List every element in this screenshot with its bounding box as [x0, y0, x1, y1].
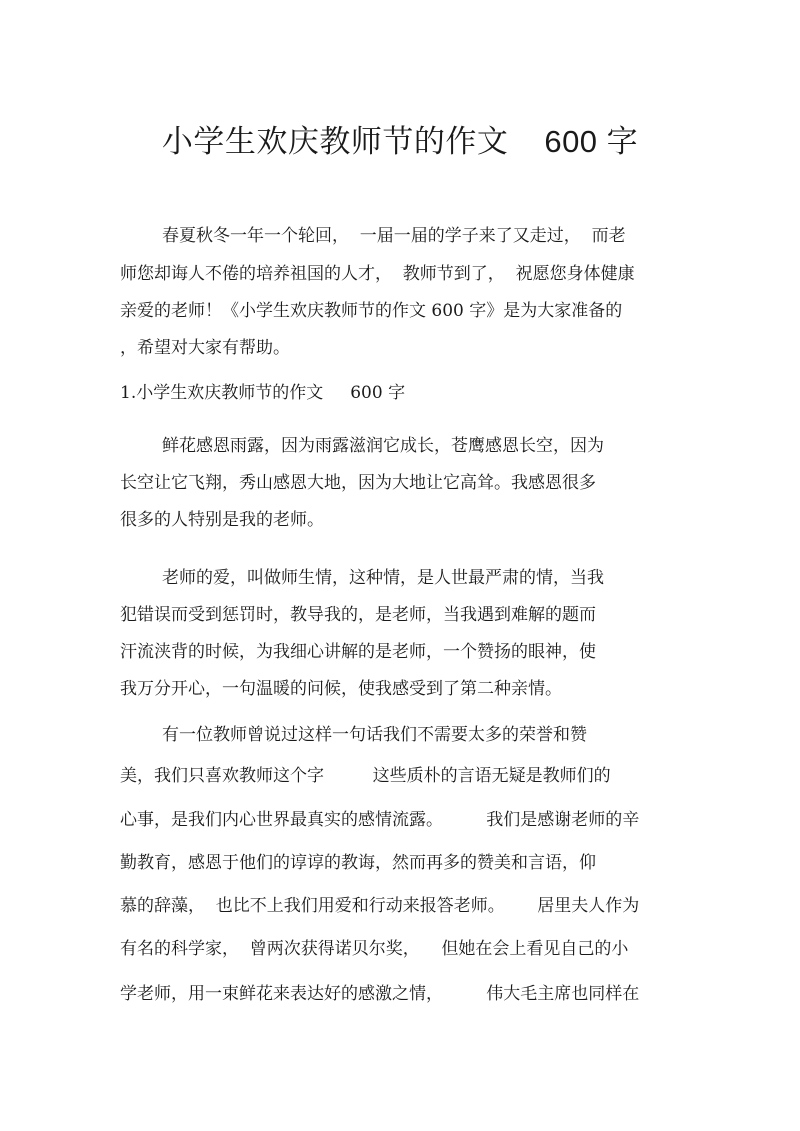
paragraph-line: 老师的爱，叫做师生情，这种情，是人世最严肃的情，当我 — [162, 568, 604, 588]
intro-line: 师您却诲人不倦的培养祖国的人才， 教师节到了， 祝愿您身体健康 — [120, 264, 635, 284]
paragraph-line: 汗流浃背的时候，为我细心讲解的是老师，一个赞扬的眼神，使 — [120, 642, 596, 662]
page-title — [0, 116, 800, 161]
paragraph-line: 有名的科学家， 曾两次获得诺贝尔奖， 但她在会上看见自己的小 — [120, 939, 629, 959]
paragraph-line: 有一位教师曾说过这样一句话我们不需要太多的荣誉和赞 — [162, 725, 587, 745]
paragraph-line: 勤教育，感恩于他们的谆谆的教诲，然而再多的赞美和言语，仰 — [120, 853, 596, 873]
intro-line: 春夏秋冬一年一个轮回， 一届一届的学子来了又走过， 而老 — [162, 226, 626, 246]
paragraph-line: 学老师，用一束鲜花来表达好的感激之情， 伟大毛主席也同样在 — [120, 984, 640, 1004]
intro-line: 亲爱的老师！《小学生欢庆教师节的作文 600 字》是为大家准备的 — [120, 301, 623, 321]
paragraph-line: 心事，是我们内心世界最真实的感情流露。 我们是感谢老师的辛 — [120, 810, 640, 830]
intro-line: ，希望对大家有帮助。 — [120, 338, 290, 358]
paragraph-line: 鲜花感恩雨露，因为雨露滋润它成长，苍鹰感恩长空，因为 — [162, 436, 604, 456]
paragraph-line: 很多的人特别是我的老师。 — [120, 510, 324, 530]
paragraph-line: 长空让它飞翔，秀山感恩大地，因为大地让它高耸。我感恩很多 — [120, 473, 596, 493]
paragraph-line: 美，我们只喜欢教师这个字 这些质朴的言语无疑是教师们的 — [120, 766, 611, 786]
paragraph-line: 犯错误而受到惩罚时，教导我的，是老师，当我遇到难解的题而 — [120, 605, 596, 625]
title-text: 小学生欢庆教师节的作文 — [161, 124, 509, 160]
title-number: 600 字 — [544, 124, 639, 159]
section-heading: 1.小学生欢庆教师节的作文 600 字 — [120, 383, 406, 403]
paragraph-line: 慕的辞藻， 也比不上我们用爱和行动来报答老师。 居里夫人作为 — [120, 896, 640, 916]
paragraph-line: 我万分开心，一句温暖的问候，使我感受到了第二种亲情。 — [120, 679, 562, 699]
